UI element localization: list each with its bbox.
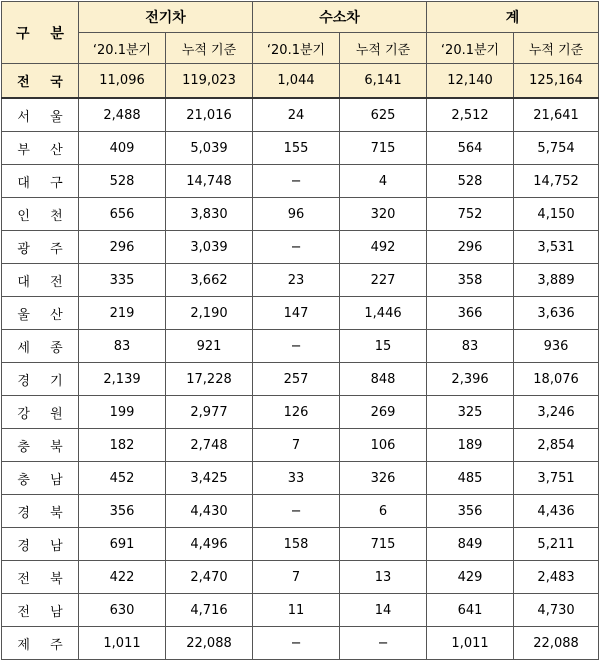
value-cell: 2,748 (166, 429, 253, 462)
value-cell: − (253, 330, 340, 363)
value-cell: 4,496 (166, 528, 253, 561)
region-cell: 충 북 (2, 429, 79, 462)
value-cell: 4 (340, 165, 427, 198)
value-cell: 1,011 (427, 627, 514, 660)
value-cell: 485 (427, 462, 514, 495)
value-cell: 4,716 (166, 594, 253, 627)
region-cell: 울 산 (2, 297, 79, 330)
value-cell: 22,088 (166, 627, 253, 660)
value-cell: 335 (79, 264, 166, 297)
value-cell: 14 (340, 594, 427, 627)
value-cell: 356 (427, 495, 514, 528)
value-cell: 325 (427, 396, 514, 429)
region-cell: 대 구 (2, 165, 79, 198)
value-cell: 7 (253, 429, 340, 462)
region-cell: 서 울 (2, 98, 79, 132)
value-cell: 4,730 (514, 594, 599, 627)
value-cell: − (340, 627, 427, 660)
value-cell: 22,088 (514, 627, 599, 660)
value-cell: 83 (79, 330, 166, 363)
table-row (2, 264, 599, 297)
value-cell: 2,854 (514, 429, 599, 462)
table-row (2, 363, 599, 396)
value-cell: 199 (79, 396, 166, 429)
value-cell: 2,396 (427, 363, 514, 396)
table-row (2, 98, 599, 132)
table-row (2, 429, 599, 462)
value-cell: 227 (340, 264, 427, 297)
value-cell: 2,190 (166, 297, 253, 330)
value-cell: 7 (253, 561, 340, 594)
table-row (2, 165, 599, 198)
value-cell: 641 (427, 594, 514, 627)
value-cell: − (253, 495, 340, 528)
value-cell: 3,636 (514, 297, 599, 330)
value-cell: 528 (79, 165, 166, 198)
value-cell: 3,830 (166, 198, 253, 231)
region-cell: 경 북 (2, 495, 79, 528)
value-cell: 106 (340, 429, 427, 462)
table-row (2, 495, 599, 528)
value-cell: 4,150 (514, 198, 599, 231)
value-cell: 429 (427, 561, 514, 594)
region-cell: 대 전 (2, 264, 79, 297)
table-header (2, 2, 599, 64)
table-row (2, 594, 599, 627)
value-cell: 5,211 (514, 528, 599, 561)
value-cell: 2,512 (427, 98, 514, 132)
total-value: 1,044 (253, 64, 340, 99)
value-cell: 849 (427, 528, 514, 561)
table-row (2, 297, 599, 330)
value-cell: 4,430 (166, 495, 253, 528)
value-cell: 3,889 (514, 264, 599, 297)
value-cell: 21,016 (166, 98, 253, 132)
value-cell: 126 (253, 396, 340, 429)
total-value: 12,140 (427, 64, 514, 99)
region-cell: 전 남 (2, 594, 79, 627)
table-body (2, 64, 599, 660)
header-category: 구 분 (2, 2, 79, 64)
header-hydrogen: 수소차 (253, 2, 427, 33)
value-cell: 189 (427, 429, 514, 462)
region-cell: 경 남 (2, 528, 79, 561)
value-cell: 630 (79, 594, 166, 627)
value-cell: 715 (340, 132, 427, 165)
total-value: 119,023 (166, 64, 253, 99)
region-cell: 강 원 (2, 396, 79, 429)
region-cell: 부 산 (2, 132, 79, 165)
value-cell: 15 (340, 330, 427, 363)
value-cell: 422 (79, 561, 166, 594)
header-hydrogen-cumulative: 누적 기준 (340, 33, 427, 64)
value-cell: 691 (79, 528, 166, 561)
table-row (2, 528, 599, 561)
value-cell: 2,483 (514, 561, 599, 594)
value-cell: 528 (427, 165, 514, 198)
value-cell: − (253, 231, 340, 264)
value-cell: 3,425 (166, 462, 253, 495)
region-cell: 경 기 (2, 363, 79, 396)
table-row (2, 561, 599, 594)
value-cell: 219 (79, 297, 166, 330)
value-cell: 320 (340, 198, 427, 231)
value-cell: 6 (340, 495, 427, 528)
total-value: 11,096 (79, 64, 166, 99)
value-cell: 936 (514, 330, 599, 363)
table-row (2, 462, 599, 495)
value-cell: 358 (427, 264, 514, 297)
value-cell: 3,039 (166, 231, 253, 264)
value-cell: 296 (427, 231, 514, 264)
value-cell: 182 (79, 429, 166, 462)
value-cell: 2,977 (166, 396, 253, 429)
region-cell: 인 천 (2, 198, 79, 231)
value-cell: 656 (79, 198, 166, 231)
value-cell: 23 (253, 264, 340, 297)
table-row (2, 396, 599, 429)
value-cell: 2,139 (79, 363, 166, 396)
value-cell: 17,228 (166, 363, 253, 396)
value-cell: 155 (253, 132, 340, 165)
region-cell: 광 주 (2, 231, 79, 264)
value-cell: 625 (340, 98, 427, 132)
value-cell: 296 (79, 231, 166, 264)
header-total-quarter: ‘20.1분기 (427, 33, 514, 64)
value-cell: 356 (79, 495, 166, 528)
value-cell: 3,531 (514, 231, 599, 264)
value-cell: 564 (427, 132, 514, 165)
value-cell: 4,436 (514, 495, 599, 528)
value-cell: 492 (340, 231, 427, 264)
value-cell: 921 (166, 330, 253, 363)
header-hydrogen-quarter: ‘20.1분기 (253, 33, 340, 64)
value-cell: 147 (253, 297, 340, 330)
value-cell: 13 (340, 561, 427, 594)
header-total: 계 (427, 2, 599, 33)
table-row (2, 198, 599, 231)
total-region: 전 국 (2, 64, 79, 99)
value-cell: 409 (79, 132, 166, 165)
value-cell: 1,446 (340, 297, 427, 330)
region-cell: 세 종 (2, 330, 79, 363)
value-cell: 83 (427, 330, 514, 363)
value-cell: 21,641 (514, 98, 599, 132)
value-cell: 2,488 (79, 98, 166, 132)
value-cell: 257 (253, 363, 340, 396)
table-row (2, 231, 599, 264)
region-cell: 제 주 (2, 627, 79, 660)
value-cell: 715 (340, 528, 427, 561)
total-row (2, 64, 599, 99)
value-cell: 366 (427, 297, 514, 330)
value-cell: 848 (340, 363, 427, 396)
value-cell: 14,748 (166, 165, 253, 198)
value-cell: 752 (427, 198, 514, 231)
value-cell: 5,754 (514, 132, 599, 165)
ev-registration-table (1, 1, 599, 660)
value-cell: 96 (253, 198, 340, 231)
total-value: 125,164 (514, 64, 599, 99)
header-ev-quarter: ‘20.1분기 (79, 33, 166, 64)
value-cell: 3,246 (514, 396, 599, 429)
total-value: 6,141 (340, 64, 427, 99)
value-cell: 452 (79, 462, 166, 495)
table-row (2, 330, 599, 363)
value-cell: 3,751 (514, 462, 599, 495)
value-cell: 1,011 (79, 627, 166, 660)
value-cell: − (253, 627, 340, 660)
value-cell: 5,039 (166, 132, 253, 165)
value-cell: 326 (340, 462, 427, 495)
table-row (2, 627, 599, 660)
value-cell: 33 (253, 462, 340, 495)
value-cell: 3,662 (166, 264, 253, 297)
region-cell: 충 남 (2, 462, 79, 495)
value-cell: 24 (253, 98, 340, 132)
header-ev: 전기차 (79, 2, 253, 33)
header-ev-cumulative: 누적 기준 (166, 33, 253, 64)
table-row (2, 132, 599, 165)
region-cell: 전 북 (2, 561, 79, 594)
value-cell: 11 (253, 594, 340, 627)
value-cell: − (253, 165, 340, 198)
value-cell: 14,752 (514, 165, 599, 198)
value-cell: 269 (340, 396, 427, 429)
value-cell: 158 (253, 528, 340, 561)
value-cell: 18,076 (514, 363, 599, 396)
header-total-cumulative: 누적 기준 (514, 33, 599, 64)
value-cell: 2,470 (166, 561, 253, 594)
